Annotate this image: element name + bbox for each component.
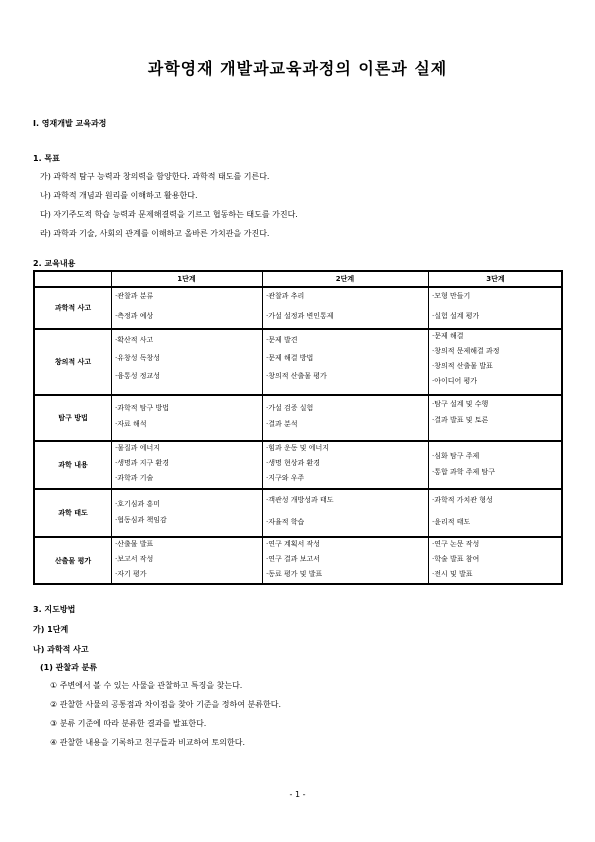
row-header: 과학 태도 (58, 509, 88, 517)
list-item: ② 관찰한 사물의 공통점과 차이점을 찾아 기준을 정하여 분류한다. (50, 700, 281, 709)
table-cell: ·통합 과학 주제 탐구 (432, 468, 495, 476)
table-row (35, 536, 561, 583)
table-cell: ·창의적 문제해결 과정 (432, 347, 500, 355)
table-cell: ·모형 만들기 (432, 292, 471, 300)
table-cell: ·결과 발표 및 토론 (432, 416, 489, 424)
table-cell: ·동료 평가 및 발표 (266, 570, 323, 578)
goal-item: 다) 자기주도적 학습 능력과 문제해결력을 기르고 협동하는 태도를 가진다. (40, 210, 298, 219)
table-cell: ·연구 논문 작성 (432, 540, 480, 548)
page-number: - 1 - (289, 790, 306, 799)
column-header: 2단계 (335, 275, 355, 283)
table-cell: ·협동심과 책임감 (115, 516, 167, 524)
table-row (35, 440, 561, 488)
table-cell: ·측정과 예상 (115, 312, 154, 320)
table-row (35, 394, 561, 440)
table-cell: ·탐구 설계 및 수행 (432, 400, 489, 408)
table-cell: ·연구 계획서 작성 (266, 540, 321, 548)
row-header: 탐구 방법 (58, 414, 88, 422)
table-cell: ·문제 해결 방법 (266, 354, 314, 362)
table-cell: ·과학과 기술 (115, 474, 154, 482)
table-cell: ·문제 해결 (432, 332, 464, 340)
table-cell: ·생명 현상과 환경 (266, 459, 321, 467)
table-cell: ·융통성 정교성 (115, 372, 161, 380)
table-cell: ·유창성 독창성 (115, 354, 161, 362)
row-header: 과학적 사고 (54, 304, 92, 312)
goal-item: 라) 과학과 기술, 사회의 관계를 이해하고 올바른 가치관을 가진다. (40, 229, 270, 238)
content-table (33, 270, 563, 585)
item-heading: 가) 1단계 (33, 625, 69, 634)
row-header: 산출물 평가 (54, 556, 92, 565)
table-cell: ·실험 설계 평가 (432, 312, 480, 320)
row-header: 창의적 사고 (54, 358, 92, 366)
table-cell: ·창의적 산출물 발표 (432, 362, 493, 370)
table-cell: ·문제 발견 (266, 336, 298, 344)
table-cell: ·창의적 산출물 평가 (266, 372, 327, 380)
subsection-heading-method: 3. 지도방법 (33, 605, 76, 614)
table-cell: ·보고서 작성 (115, 555, 154, 563)
column-header: 3단계 (486, 275, 505, 283)
table-cell: ·윤리적 태도 (432, 518, 471, 526)
list-item: ③ 분류 기준에 따라 분류한 결과를 발표한다. (50, 719, 207, 728)
page-title: 과학영재 개발과교육과정의 이론과 실제 (147, 59, 448, 78)
section-heading: Ⅰ. 영재개발 교육과정 (33, 119, 107, 128)
table-row (35, 328, 561, 394)
table-cell: ·호기심과 흥미 (115, 500, 161, 508)
list-item: ① 주변에서 볼 수 있는 사물을 관찰하고 특징을 찾는다. (50, 681, 243, 690)
table-cell: ·관찰과 추리 (266, 292, 305, 300)
table-cell: ·산출물 발표 (115, 540, 154, 548)
table-cell: ·연구 결과 보고서 (266, 555, 321, 563)
subsection-heading-goals: 1. 목표 (33, 154, 60, 163)
list-item: ④ 관찰한 내용을 기록하고 친구들과 비교하여 토의한다. (50, 738, 245, 747)
table-cell: ·심화 탐구 주제 (432, 452, 480, 460)
table-cell: ·결과 분석 (266, 420, 298, 428)
table-cell: ·확산적 사고 (115, 336, 154, 344)
goal-item: 나) 과학적 개념과 원리를 이해하고 활용한다. (40, 191, 198, 200)
table-cell: ·힘과 운동 및 에너지 (266, 444, 329, 452)
row-header: 과학 내용 (58, 461, 88, 469)
table-row (35, 286, 561, 328)
table-cell: ·자율적 학습 (266, 518, 305, 526)
table-cell: ·생명과 지구 환경 (115, 459, 170, 467)
table-cell: ·자기 평가 (115, 570, 147, 578)
table-cell: ·관찰과 분류 (115, 292, 154, 300)
table-cell: ·학술 발표 참여 (432, 555, 480, 563)
table-cell: ·과학적 탐구 방법 (115, 404, 170, 412)
table-cell: ·물질과 에너지 (115, 444, 161, 452)
table-cell: ·객관성 개방성과 태도 (266, 496, 334, 504)
table-cell: ·자료 해석 (115, 420, 147, 428)
table-cell: ·아이디어 평가 (432, 377, 478, 385)
table-row (35, 488, 561, 536)
table-cell: ·가설 검증 실험 (266, 404, 314, 412)
table-cell: ·지구와 우주 (266, 474, 305, 482)
item-heading: 나) 과학적 사고 (33, 645, 89, 654)
table-cell: ·과학적 가치관 형성 (432, 496, 493, 504)
column-header: 1단계 (177, 275, 196, 283)
table-cell: ·가설 설정과 변인통제 (266, 312, 334, 320)
goal-item: 가) 과학적 탐구 능력과 창의력을 함양한다. 과학적 태도를 기른다. (40, 172, 270, 181)
table-cell: ·전시 및 발표 (432, 570, 473, 578)
subsection-heading-content: 2. 교육내용 (33, 259, 76, 268)
item-heading: (1) 관찰과 분류 (40, 663, 98, 672)
